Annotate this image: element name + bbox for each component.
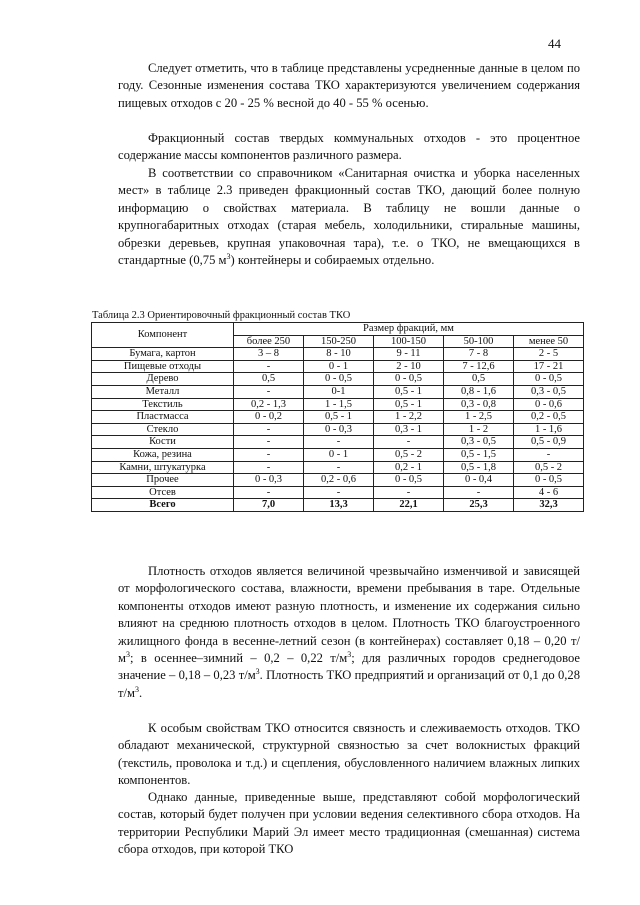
fraction-value: 7 - 12,6 xyxy=(444,360,514,373)
total-row xyxy=(92,499,584,512)
fraction-value: 0 - 0,2 xyxy=(234,411,304,424)
fraction-value: 1 - 2,2 xyxy=(374,411,444,424)
cubic-superscript: 3 xyxy=(134,684,139,694)
fraction-value: 0 - 0,4 xyxy=(444,474,514,487)
fraction-value: 0 - 0,6 xyxy=(514,398,584,411)
table-row xyxy=(92,385,584,398)
component-name: Камни, штукатурка xyxy=(92,461,234,474)
fraction-value: 0,5 - 1 xyxy=(304,411,374,424)
fraction-value: - xyxy=(234,385,304,398)
fraction-value: 9 - 11 xyxy=(374,348,444,361)
fraction-value: 1 - 1,5 xyxy=(304,398,374,411)
fraction-value: 0 - 1 xyxy=(304,360,374,373)
component-name: Текстиль xyxy=(92,398,234,411)
density-text: ; для различных городов среднегодовое значение – 0,18 – 0,23 т/м xyxy=(118,651,580,683)
fraction-value: 2 - 5 xyxy=(514,348,584,361)
component-name: Пластмасса xyxy=(92,411,234,424)
fraction-value: 0 - 0,3 xyxy=(234,474,304,487)
fraction-value: 25,3 xyxy=(444,499,514,512)
fraction-value: 0,3 - 0,5 xyxy=(444,436,514,449)
table-row xyxy=(92,373,584,386)
fraction-value: 0 - 0,5 xyxy=(374,373,444,386)
size-header: 50-100 xyxy=(444,335,514,348)
fraction-value: 0-1 xyxy=(304,385,374,398)
fraction-value: - xyxy=(234,436,304,449)
cubic-superscript: 3 xyxy=(125,649,130,659)
fraction-value: 0,2 - 0,6 xyxy=(304,474,374,487)
table-row xyxy=(92,423,584,436)
fraction-value: 4 - 6 xyxy=(514,486,584,499)
fraction-value: 0,5 - 1 xyxy=(374,398,444,411)
cubic-superscript: 3 xyxy=(347,649,352,659)
table-row xyxy=(92,398,584,411)
fraction-value: 3 – 8 xyxy=(234,348,304,361)
fraction-value: 1 - 2 xyxy=(444,423,514,436)
page-number: 44 xyxy=(548,36,561,51)
density-text: Плотность отходов является величиной чрезвычайно изменчивой и зависящей от морфологического состава, влажности, времени пребывания в таре. Отдельные компоненты отходов имеют разную плотность, и изменение их содержания сильно влияют на среднюю плотность отходов в целом. Плотность ТКО благоустроенного жилищного фонда в весенне-летний сезон (в контейнерах) составляет 0,18 – 0,20 т/м xyxy=(118,564,580,666)
component-name: Всего xyxy=(92,499,234,512)
size-group-header: Размер фракций, мм xyxy=(234,323,584,336)
table-row xyxy=(92,436,584,449)
fraction-value: 0 - 1 xyxy=(304,448,374,461)
fraction-value: - xyxy=(234,448,304,461)
fraction-value: 0,3 - 1 xyxy=(374,423,444,436)
component-header: Компонент xyxy=(92,323,234,348)
fraction-value: - xyxy=(374,486,444,499)
fraction-value: 0 - 0,5 xyxy=(514,474,584,487)
density-text: . Плотность ТКО предприятий и организаций от 0,1 до 0,28 т/м xyxy=(118,668,580,700)
component-name: Стекло xyxy=(92,423,234,436)
fraction-value: 22,1 xyxy=(374,499,444,512)
paragraph-fraction-definition: Фракционный состав твердых коммунальных отходов - это процентное содержание массы компонентов различного размера. xyxy=(118,131,580,163)
reference-text-1: В соответствии со справочником «Санитарная очистка и уборка населенных мест» в таблице 2.3 приведен фракционный состав ТКО, дающий более полную информацию о свойствах материала. В таблицу не вошли данные о крупногабаритных отходах (старая мебель, холодильники, стиральные машины, обрезки деревьев, крупная упаковочная тара), т.е. о ТКО, не вмещающихся в стандартные (0,75 м xyxy=(118,166,580,268)
size-header: 150-250 xyxy=(304,335,374,348)
component-name: Прочее xyxy=(92,474,234,487)
fraction-value: 8 - 10 xyxy=(304,348,374,361)
fraction-value: 0 - 0,3 xyxy=(304,423,374,436)
fraction-value: 0 - 0,5 xyxy=(304,373,374,386)
component-name: Кости xyxy=(92,436,234,449)
fraction-value: - xyxy=(304,486,374,499)
fraction-value: 0 - 0,5 xyxy=(374,474,444,487)
fraction-table xyxy=(91,322,584,512)
paragraph-density xyxy=(118,563,580,702)
size-header: менее 50 xyxy=(514,335,584,348)
paragraph-reference xyxy=(118,165,580,269)
fraction-value: - xyxy=(304,436,374,449)
table-caption: Таблица 2.3 Ориентировочный фракционный состав ТКО xyxy=(92,310,351,321)
fraction-value: 0,5 xyxy=(234,373,304,386)
cubic-superscript: 3 xyxy=(255,667,260,677)
component-name: Пищевые отходы xyxy=(92,360,234,373)
density-text: ; в осеннее–зимний – 0,2 – 0,22 т/м xyxy=(129,651,348,666)
table-row xyxy=(92,348,584,361)
fraction-value: 0,5 - 2 xyxy=(374,448,444,461)
fraction-value: 0,5 - 1,8 xyxy=(444,461,514,474)
fraction-value: 7 - 8 xyxy=(444,348,514,361)
density-text: . xyxy=(138,685,143,700)
table-row xyxy=(92,474,584,487)
component-name: Отсев xyxy=(92,486,234,499)
paragraph-seasonal: Следует отметить, что в таблице представлены усредненные данные в целом по году. Сезонные изменения состава ТКО характеризуются увеличением содержания пищевых отходов с 20 - 25 % весной до 40 - 55 % осенью. xyxy=(118,61,580,110)
component-name: Дерево xyxy=(92,373,234,386)
table-body xyxy=(92,348,584,512)
fraction-value: - xyxy=(234,360,304,373)
fraction-value: 0,5 - 0,9 xyxy=(514,436,584,449)
fraction-value: 0 - 0,5 xyxy=(514,373,584,386)
fraction-value: 1 - 2,5 xyxy=(444,411,514,424)
fraction-value: - xyxy=(374,436,444,449)
fraction-value: 0,3 - 0,5 xyxy=(514,385,584,398)
fraction-value: - xyxy=(444,486,514,499)
fraction-value: 13,3 xyxy=(304,499,374,512)
fraction-value: 32,3 xyxy=(514,499,584,512)
paragraph-cohesion: К особым свойствам ТКО относится связность и слеживаемость отходов. ТКО обладают механической, структурной связностью за счет волокнистых фракций (текстиль, проволока и т.д.) и сцепления, обусловленного наличием влажных липких компонентов. xyxy=(118,721,580,788)
fraction-value: 2 - 10 xyxy=(374,360,444,373)
reference-text-2: ) контейнеры и собираемых отдельно. xyxy=(230,253,435,268)
fraction-value: 0,8 - 1,6 xyxy=(444,385,514,398)
component-name: Металл xyxy=(92,385,234,398)
fraction-value: 0,5 - 2 xyxy=(514,461,584,474)
component-name: Бумага, картон xyxy=(92,348,234,361)
fraction-value: 0,5 - 1,5 xyxy=(444,448,514,461)
fraction-value: - xyxy=(304,461,374,474)
component-name: Кожа, резина xyxy=(92,448,234,461)
fraction-value: 17 - 21 xyxy=(514,360,584,373)
fraction-value: 0,3 - 0,8 xyxy=(444,398,514,411)
fraction-value: - xyxy=(234,423,304,436)
table-row xyxy=(92,411,584,424)
table-row xyxy=(92,360,584,373)
cubic-superscript: 3 xyxy=(226,251,231,261)
fraction-value: - xyxy=(234,461,304,474)
table-row xyxy=(92,448,584,461)
fraction-value: - xyxy=(514,448,584,461)
fraction-value: 0,2 - 1,3 xyxy=(234,398,304,411)
fraction-value: 7,0 xyxy=(234,499,304,512)
fraction-value: 1 - 1,6 xyxy=(514,423,584,436)
fraction-value: 0,5 xyxy=(444,373,514,386)
fraction-value: 0,5 - 1 xyxy=(374,385,444,398)
size-header: более 250 xyxy=(234,335,304,348)
fraction-value: 0,2 - 0,5 xyxy=(514,411,584,424)
paragraph-collection: Однако данные, приведенные выше, представляют собой морфологический состав, который будет получен при условии ведения селективного сбора отходов. На территории Республики Марий Эл имеет место традиционная (смешанная) система сбора отходов, при которой ТКО xyxy=(118,790,580,857)
fraction-value: - xyxy=(234,486,304,499)
table-row xyxy=(92,486,584,499)
fraction-value: 0,2 - 1 xyxy=(374,461,444,474)
size-header: 100-150 xyxy=(374,335,444,348)
table-row xyxy=(92,461,584,474)
